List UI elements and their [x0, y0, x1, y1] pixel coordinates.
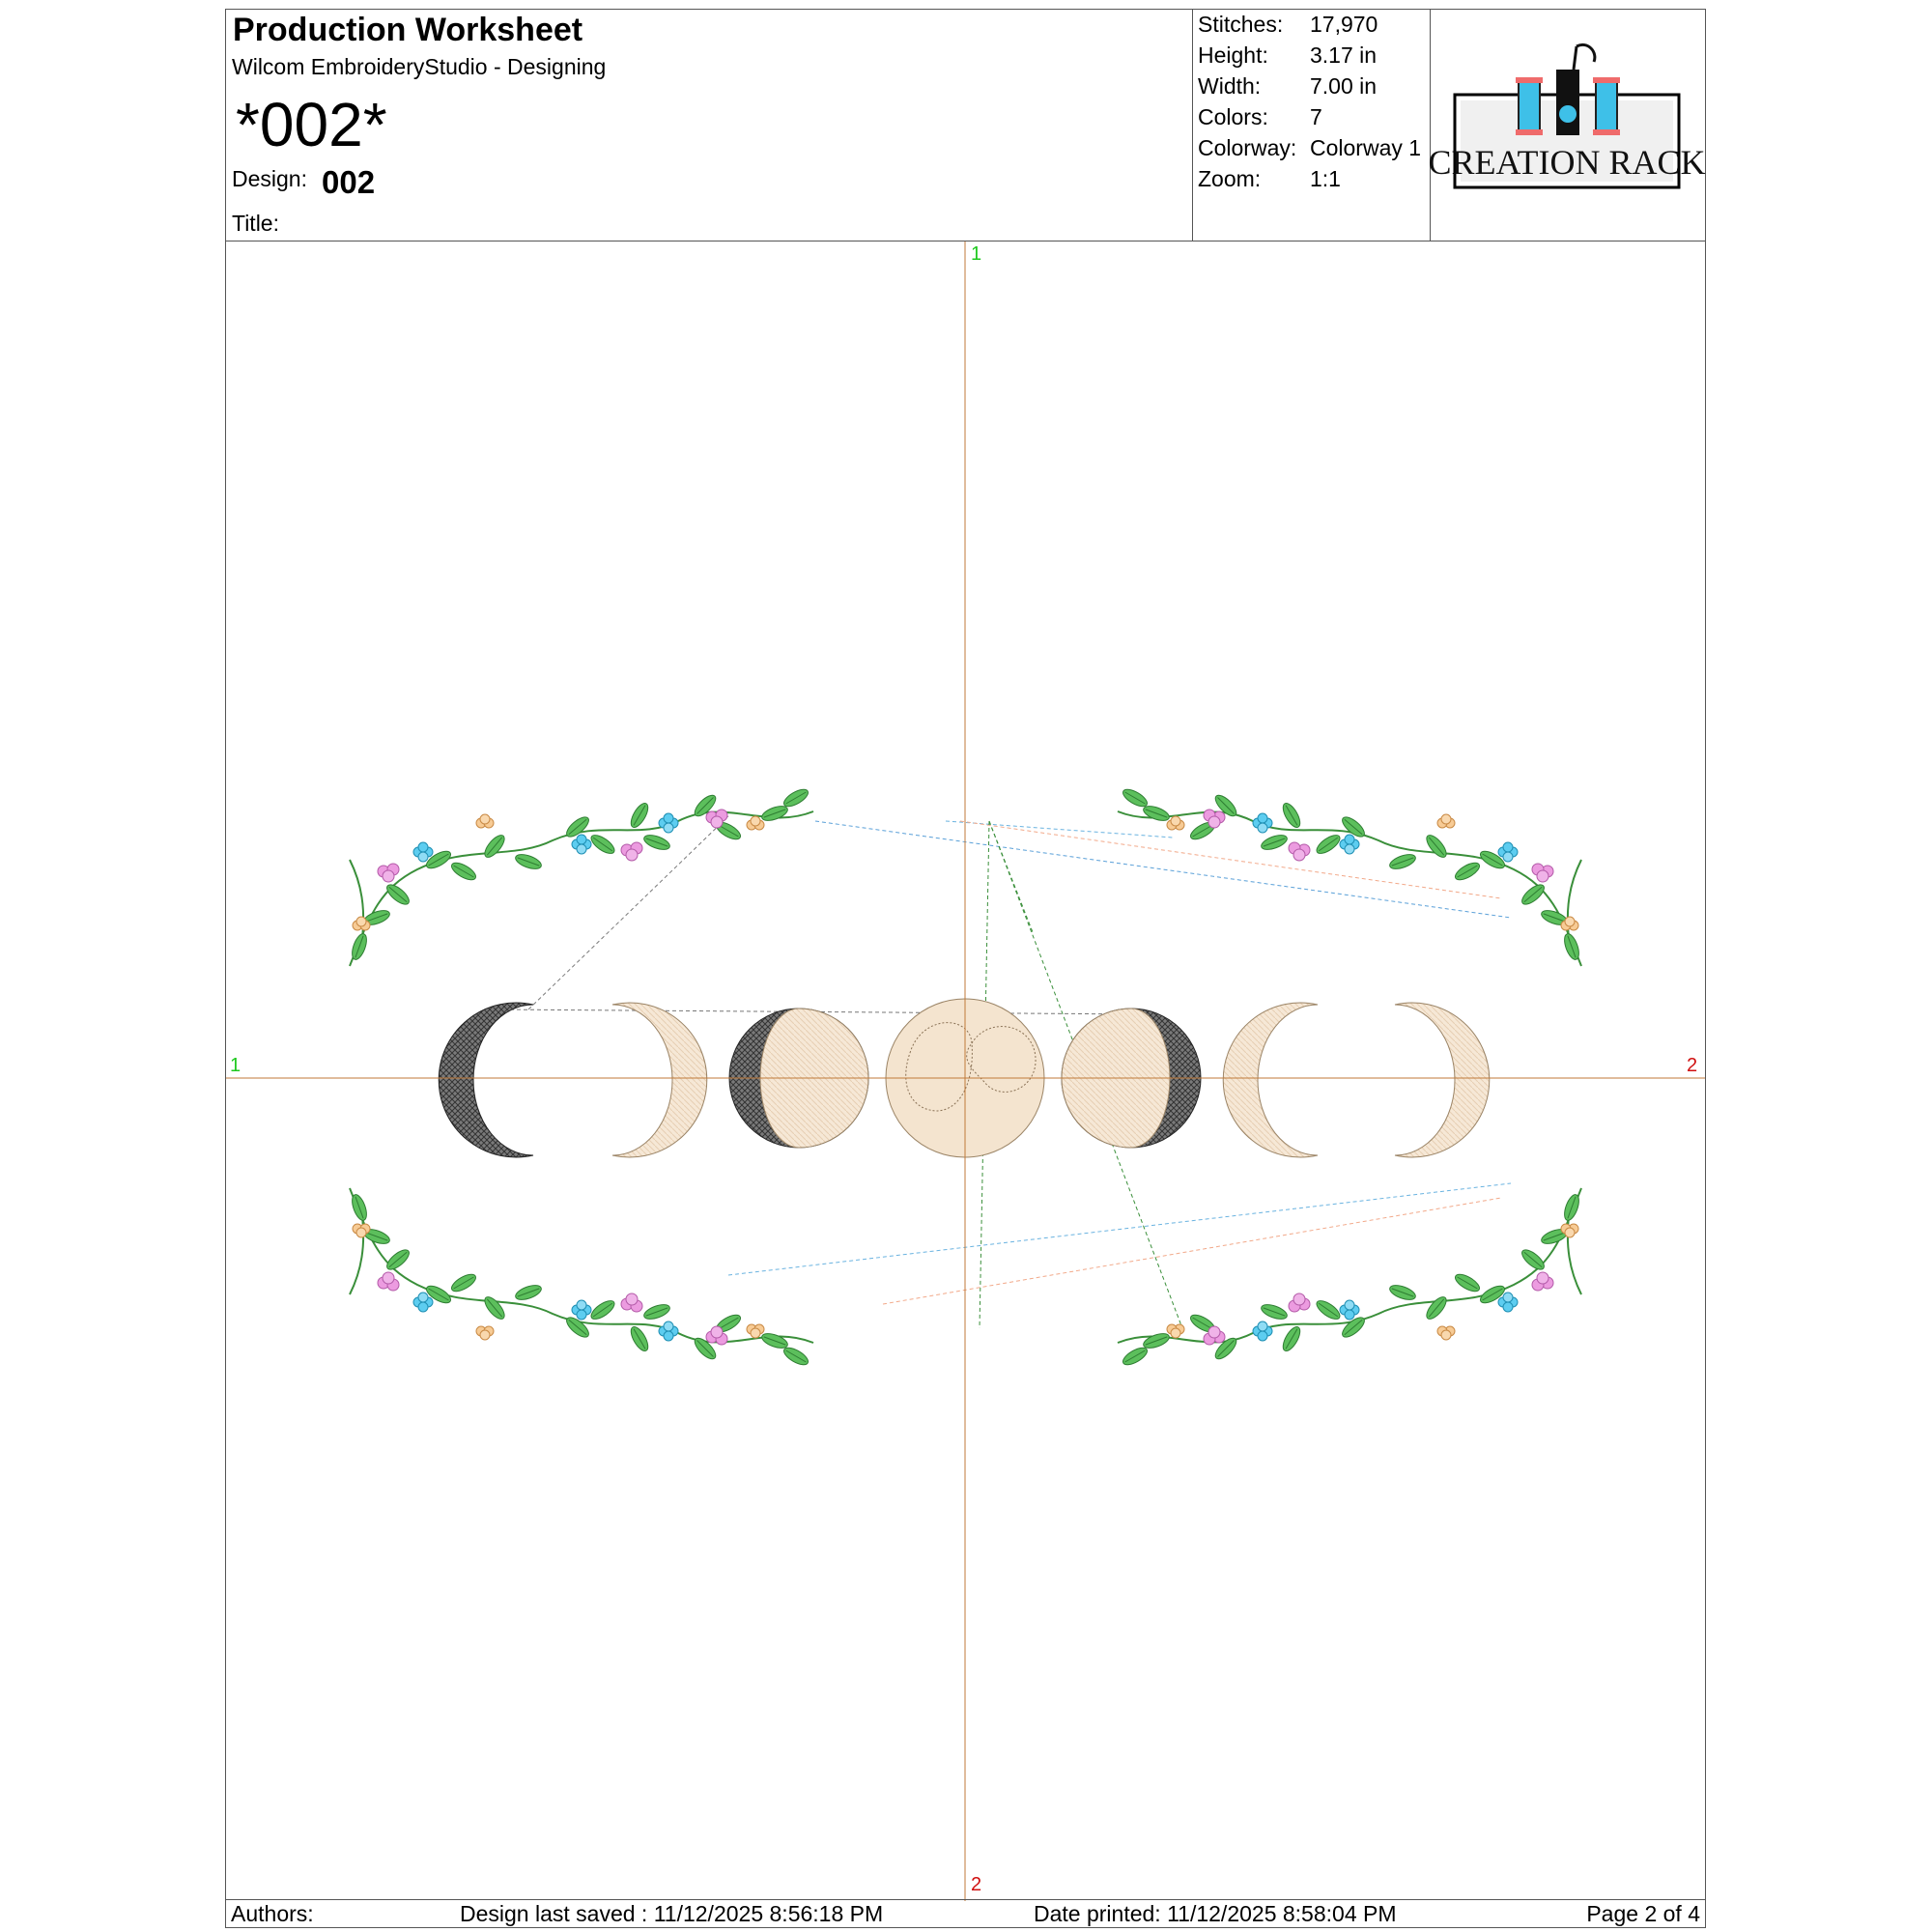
software-name: Wilcom EmbroideryStudio - Designing [232, 54, 607, 79]
vine-top-left [350, 786, 813, 966]
stat-label: Stitches: [1198, 12, 1284, 37]
logo-wordmark: CREATION RACK [1428, 143, 1706, 182]
vine-bottom-left [350, 1188, 813, 1368]
moon-crescent-cream-right-2 [1395, 1003, 1490, 1157]
production-worksheet [225, 9, 1706, 1928]
moon-crescent-cream [612, 1003, 707, 1157]
moon-crescent-dark [439, 1003, 533, 1157]
stat-label: Colors: [1198, 104, 1268, 129]
axis-label-bottom: 2 [971, 1874, 982, 1895]
stat-label: Height: [1198, 43, 1268, 68]
vine-bottom-right [1118, 1188, 1581, 1368]
embroidery-preview [226, 242, 1705, 1901]
footer-last-saved: Design last saved : 11/12/2025 8:56:18 PM [460, 1901, 884, 1926]
stat-label: Width: [1198, 73, 1262, 99]
design-stats [1192, 10, 1430, 241]
stat-label: Zoom: [1198, 166, 1262, 191]
logo-panel [1430, 10, 1705, 241]
moon-crescent-cream-right-1 [1223, 1003, 1318, 1157]
design-code-large: *002* [236, 90, 387, 159]
design-canvas [226, 242, 1705, 1901]
stat-value: 7 [1310, 104, 1322, 129]
thread-spools-logo [1516, 44, 1620, 135]
header-info [226, 10, 1192, 241]
stat-value: Colorway 1 [1310, 135, 1422, 160]
footer-date-printed: Date printed: 11/12/2025 8:58:04 PM [1034, 1901, 1397, 1926]
stat-value: 3.17 in [1310, 43, 1378, 68]
stat-value: 17,970 [1310, 12, 1378, 37]
title-label: Title: [232, 211, 279, 236]
vine-top-right [1118, 786, 1581, 966]
worksheet-header [226, 10, 1705, 242]
footer-page-number: Page 2 of 4 [1586, 1901, 1700, 1926]
worksheet-footer [226, 1899, 1705, 1927]
design-value: 002 [322, 164, 376, 200]
creation-rack-logo [1428, 43, 1706, 209]
stat-value: 7.00 in [1310, 73, 1378, 99]
axis-label-left: 1 [230, 1055, 242, 1076]
stat-value: 1:1 [1310, 166, 1341, 191]
page-title: Production Worksheet [233, 12, 583, 48]
axis-label-top: 1 [971, 243, 982, 265]
design-label: Design: [232, 166, 307, 191]
stat-label: Colorway: [1198, 135, 1297, 160]
axis-label-right: 2 [1687, 1055, 1698, 1076]
footer-authors: Authors: [231, 1901, 314, 1926]
